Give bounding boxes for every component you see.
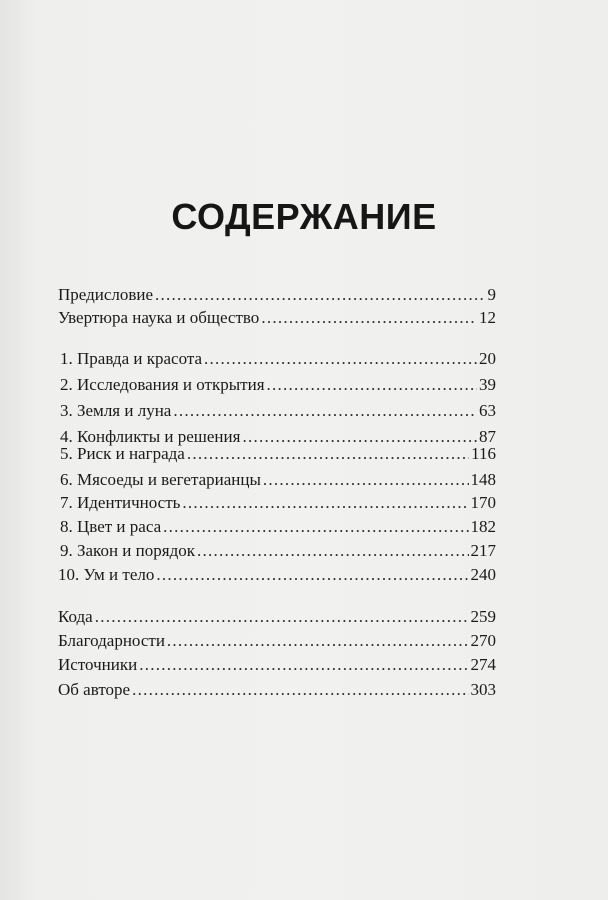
leader-dots	[156, 562, 468, 588]
toc-entry-chapter-10	[58, 562, 496, 588]
toc-entry-label: 2. Исследования и открытия	[60, 375, 265, 394]
toc-entry-about-author	[58, 677, 496, 703]
toc-entry-chapter-2	[58, 372, 496, 398]
toc-entry-label: Об авторе	[58, 680, 131, 699]
leader-dots	[132, 677, 468, 703]
toc-entry-chapter-5	[58, 441, 496, 467]
toc-entry-label: 5. Риск и награда	[60, 444, 185, 463]
leader-dots	[267, 372, 477, 398]
toc-entry-page: 259	[470, 607, 496, 626]
toc-entry-chapter-3	[58, 398, 496, 424]
leader-dots	[182, 490, 468, 516]
leader-dots	[163, 514, 468, 540]
toc-entry-acknowledgements	[58, 628, 496, 654]
leader-dots	[95, 604, 469, 630]
toc-entry-coda	[58, 604, 496, 630]
toc-entry-label: Благодарности	[58, 631, 165, 650]
toc-entry-page: 63	[479, 401, 496, 420]
toc-entry-label: Кода	[58, 607, 93, 626]
toc-entry-page: 240	[470, 565, 496, 584]
toc-entry-page: 217	[470, 541, 496, 560]
toc-entry-chapter-1	[58, 346, 496, 372]
leader-dots	[187, 441, 469, 467]
toc-entry-chapter-7	[58, 490, 496, 516]
toc-entry-label: 3. Земля и луна	[60, 401, 172, 420]
toc-entry-page: 148	[470, 470, 496, 489]
toc-entry-label: 7. Идентичность	[60, 493, 181, 512]
toc-entry-page: 116	[471, 444, 496, 463]
toc-entry-page: 182	[470, 517, 496, 536]
toc-entry-label: 6. Мясоеды и вегетарианцы	[60, 470, 261, 489]
toc-entry-page: 270	[470, 631, 496, 650]
toc-entry-label: Источники	[58, 655, 138, 674]
page-title: СОДЕРЖАНИЕ	[171, 196, 437, 238]
toc-entry-overture	[58, 305, 496, 331]
toc-entry-page: 274	[470, 655, 496, 674]
toc-entry-label: 1. Правда и красота	[60, 349, 203, 368]
toc-entry-page: 170	[470, 493, 496, 512]
leader-dots	[139, 652, 468, 678]
leader-dots	[261, 305, 477, 331]
toc-entry-label: 9. Закон и порядок	[60, 541, 195, 560]
toc-entry-page: 20	[479, 349, 496, 368]
leader-dots	[197, 538, 469, 564]
leader-dots	[173, 398, 477, 424]
toc-entry-page: 87	[479, 427, 496, 446]
toc-entry-label: 8. Цвет и раса	[60, 517, 162, 536]
toc-entry-sources	[58, 652, 496, 678]
toc-entry-label: Предисловие	[58, 285, 154, 304]
toc-entry-page: 39	[479, 375, 496, 394]
toc-entry-chapter-9	[58, 538, 496, 564]
toc-entry-page: 303	[470, 680, 496, 699]
leader-dots	[167, 628, 469, 654]
toc-entry-page: 12	[479, 308, 496, 327]
toc-entry-label: 10. Ум и тело	[58, 565, 155, 584]
toc-entry-page: 9	[487, 285, 496, 304]
toc-entry-label: 4. Конфликты и решения	[60, 427, 241, 446]
toc-entry-chapter-8	[58, 514, 496, 540]
leader-dots	[204, 346, 477, 372]
toc-entry-label: Увертюра наука и общество	[58, 308, 260, 327]
